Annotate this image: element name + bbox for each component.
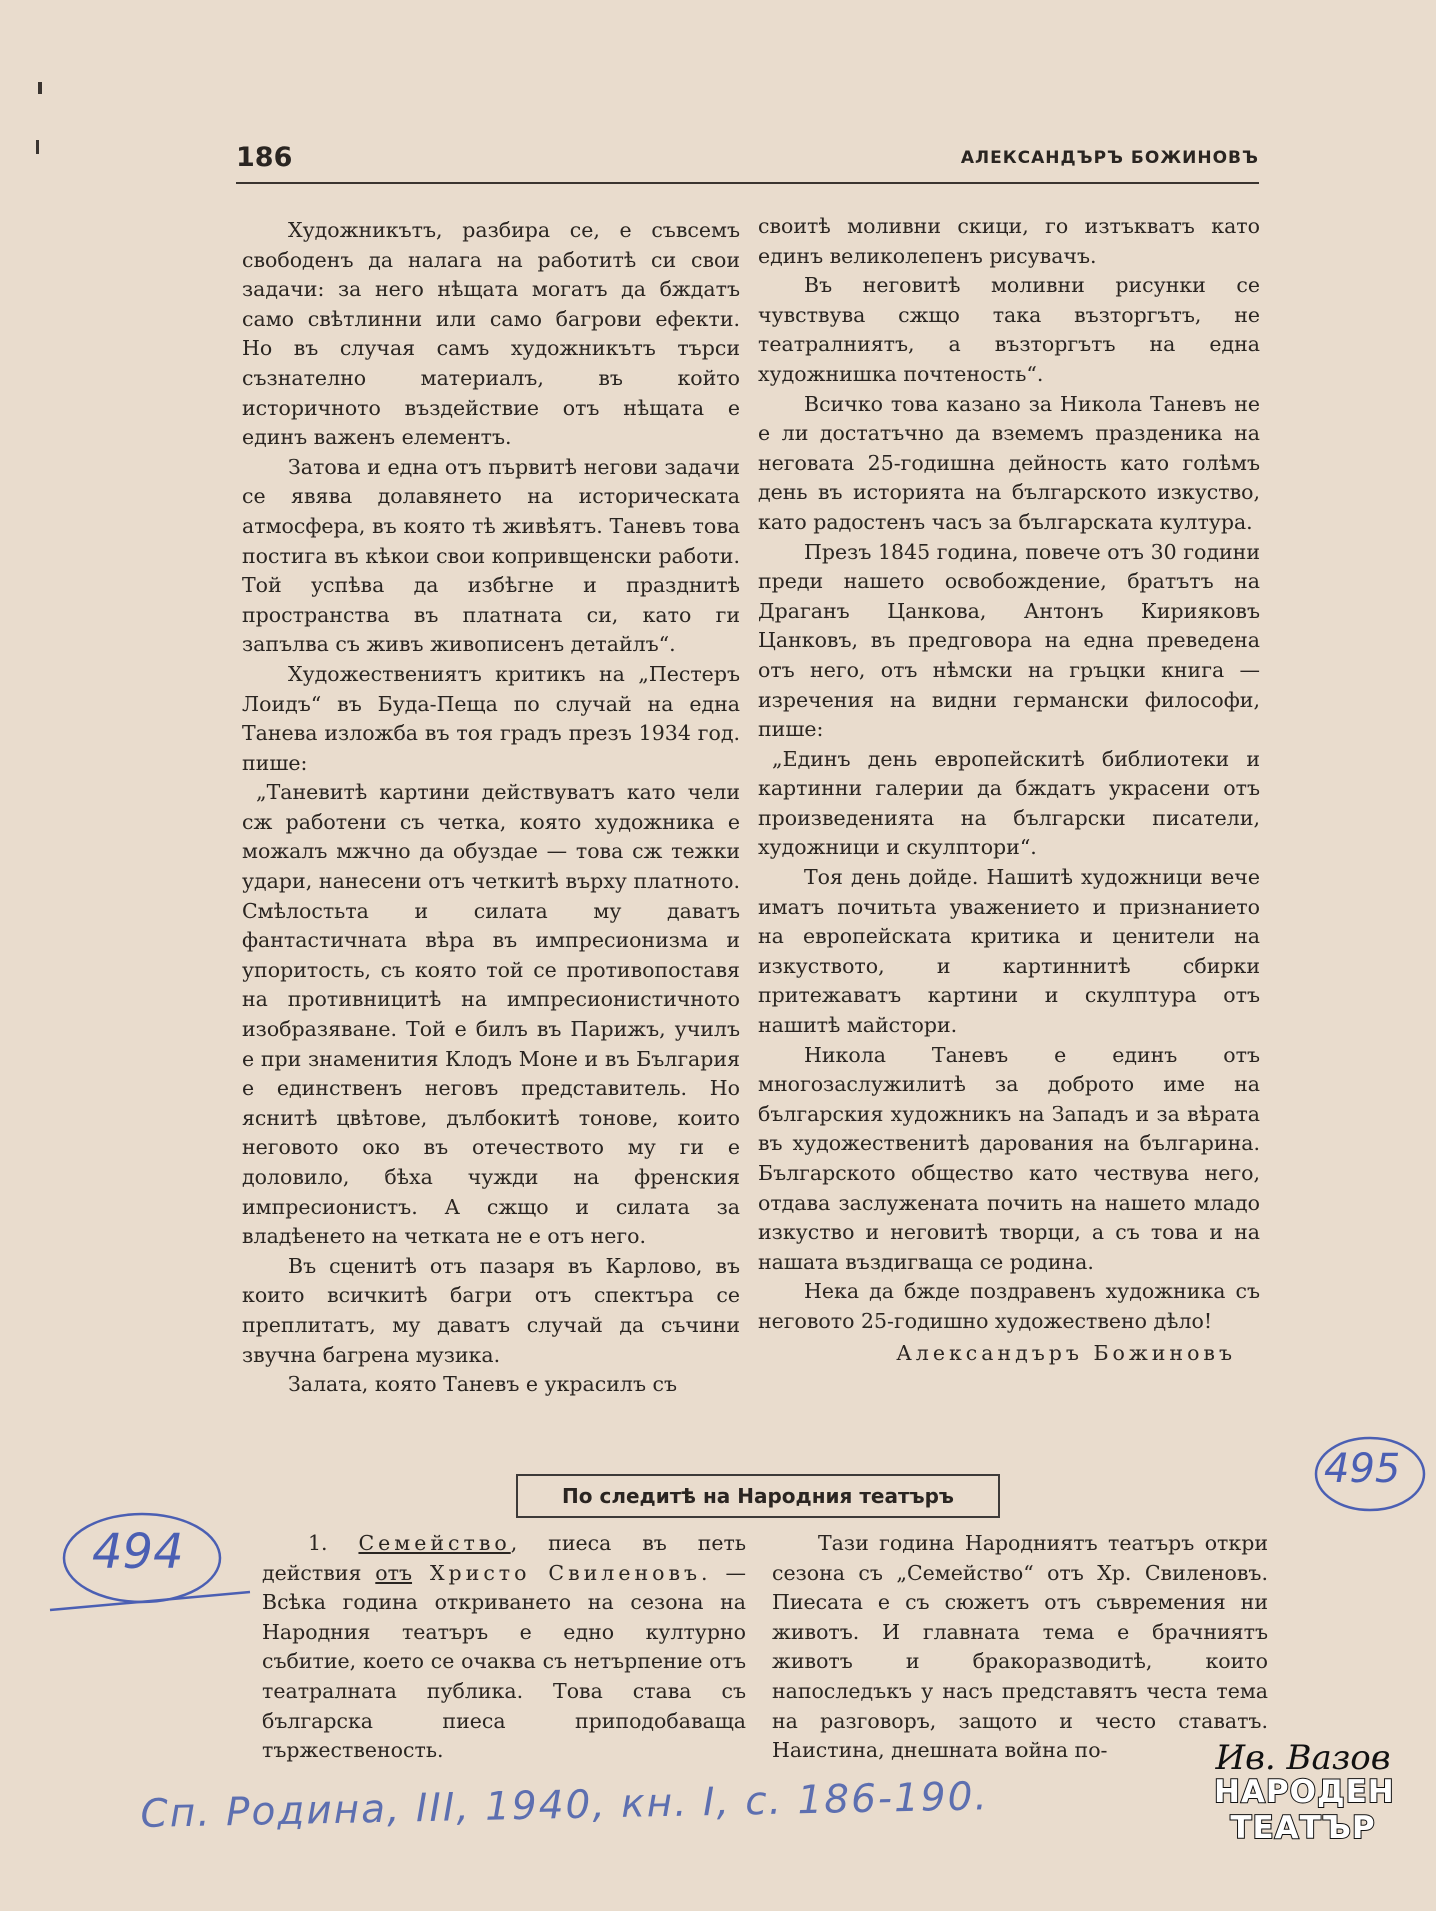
- page-number: 186: [236, 142, 293, 173]
- section-title-box: [516, 1474, 1000, 1518]
- handwritten-number: 494: [92, 1524, 184, 1580]
- from-word: отъ: [375, 1560, 413, 1585]
- national-theatre-logo: [1214, 1738, 1395, 1878]
- play-description: , пиеса въ петь действия: [262, 1531, 747, 1585]
- quote-paragraph: „Единъ день европейскитѣ библиотеки и картинни галерии да бждатъ украсени отъ произведенията на български писатели, художници и скулптори“.: [758, 746, 1260, 860]
- handwritten-page-number-left: [40, 1508, 260, 1618]
- paragraph: своитѣ моливни скици, го изтъкватъ като единъ великолепенъ рисувачъ.: [758, 214, 1260, 268]
- paragraph-body: — Всѣка година откриването на сезона на Народния театъръ е едно културно събитие, което се очаква съ нетърпение отъ театралната публика. Това става съ българска пиеса приподобаваща тържественость.: [262, 1560, 746, 1763]
- logo-line-2: ТЕАТЪР: [1230, 1810, 1376, 1846]
- item-number: 1.: [308, 1531, 359, 1555]
- paragraph: Затова и една отъ първитѣ негови задачи се явява долавянето на историческата атмосфера, въ която тѣ живѣятъ. Таневъ това постига въ кѣкои свои копривщенски работи. Той успѣва да избѣгне и празднитѣ пространства въ платната си, като ги запълва съ живъ живописенъ детайлъ“.: [242, 454, 740, 657]
- paragraph: Нека да бжде поздравенъ художника съ неговото 25-годишно художествено дѣло!: [758, 1279, 1260, 1333]
- section-left-column: [262, 1529, 746, 1766]
- handwritten-number: 495: [1324, 1446, 1401, 1492]
- paragraph: [262, 1529, 746, 1766]
- paragraph: Въ неговитѣ моливни рисунки се чувствува сжщо така възторгътъ, не театралниятъ, а възторгътъ на една художнишка почтеность“.: [758, 273, 1260, 386]
- play-author: Христо Свиленовъ.: [412, 1560, 712, 1585]
- paragraph: Художникътъ, разбира се, е съвсемъ свободенъ да налага на работитѣ си свои задачи: за него нѣщата могатъ да бждатъ само свѣтлинни или само багрови ефекти. Но въ случая самъ художникътъ търси съзнателно материалъ, въ който историчното въздействие отъ нѣщата е единъ важенъ елементъ.: [242, 218, 740, 450]
- ink-mark: [36, 140, 39, 154]
- page-header: [236, 138, 1259, 184]
- running-head: АЛЕКСАНДЪРЪ БОЖИНОВЪ: [960, 148, 1259, 168]
- paragraph: Всичко това казано за Никола Таневъ не е ли достатъчно да вземемъ празденика на неговата 25-годишна дейность като голѣмъ день въ историята на българското изкуство, като радостенъ часъ за българската култура.: [758, 391, 1260, 534]
- paragraph: Презъ 1845 година, повече отъ 30 години преди нашето освобождение, братътъ на Драганъ Цанкова, Антонъ Кирияковъ Цанковъ, въ предговора на една преведена отъ него, отъ нѣмски на гръцки книга — изречения на видни германски философи, пише:: [758, 539, 1260, 742]
- ink-mark: [38, 82, 42, 94]
- logo-script: Ив. Вазов: [1215, 1738, 1391, 1778]
- paragraph: Никола Таневъ е единъ отъ многозаслужилитѣ за доброто име на българския художникъ на Западъ и за вѣрата въ художественитѣ дарования на българина. Българското общество като чествува него, отдава заслужената почить на нашето младо изкуство и неговитѣ творци, а съ това и на нашата въздигваща се родина.: [758, 1042, 1260, 1274]
- handwritten-page-number-right: [1310, 1432, 1430, 1516]
- logo-line-1: НАРОДЕН: [1214, 1774, 1395, 1810]
- article-left-column: [242, 216, 740, 1400]
- section-right-column: [772, 1529, 1268, 1766]
- author-signature: Александъръ Божиновъ: [896, 1340, 1236, 1365]
- paragraph: Тоя день дойде. Нашитѣ художници вече иматъ почитьта уважението и признанието на европейската критика и ценители на изкуството, и картиннитѣ сбирки притежаватъ картини и скулптура отъ нашитѣ майстори.: [758, 865, 1260, 1038]
- paragraph: Въ сценитѣ отъ пазаря въ Карлово, въ които всичкитѣ багри отъ спектъра се преплитатъ, му даватъ случай да съчини звучна багрена музика.: [242, 1253, 740, 1367]
- paragraph: Залата, която Таневъ е украсилъ съ: [288, 1372, 678, 1397]
- paragraph: Художествениятъ критикъ на „Пестеръ Лоидъ“ въ Буда-Пеща по случай на една Танева изложба въ тоя градъ презъ 1934 год. пише:: [242, 661, 740, 775]
- handwritten-source-note: Сп. Родина, III, 1940, кн. I, с. 186-190.: [140, 1774, 990, 1837]
- quote-paragraph: „Таневитѣ картини действуватъ като чели сж работени съ четка, която художника е можалъ мжчно да обуздае — това сж тежки удари, нанесени отъ четкитѣ върху платното. Смѣлостьта и силата му даватъ фантастичната вѣра въ импресионизма и упоритость, съ която той се противопоставя на противницитѣ на импресионистичното изобразяване. Той е билъ въ Парижъ, училъ е при знаменития Клодъ Моне и въ България е единственъ неговъ представитель. Но яснитѣ цвѣтове, дълбокитѣ тонове, които неговото око въ отечеството му ги е доловило, бѣха чужди на френския импресионистъ. А сжщо и силата за владѣенето на четката не е отъ него.: [242, 780, 740, 1249]
- article-right-column: [758, 212, 1260, 1368]
- play-title: Семейство: [358, 1531, 511, 1555]
- paragraph: Тази година Народниятъ театъръ откри сезона съ „Семейство“ отъ Хр. Свиленовъ. Пиесата е съ сюжетъ отъ съвремения ни животъ. И главната тема е брачниятъ животъ и бракоразводитѣ, които напоследъкъ у насъ представятъ честа тема на разговоръ, защото и често ставатъ. Наистина, днешната война по-: [772, 1531, 1268, 1763]
- section-title: По следитѣ на Народния театъръ: [562, 1484, 954, 1508]
